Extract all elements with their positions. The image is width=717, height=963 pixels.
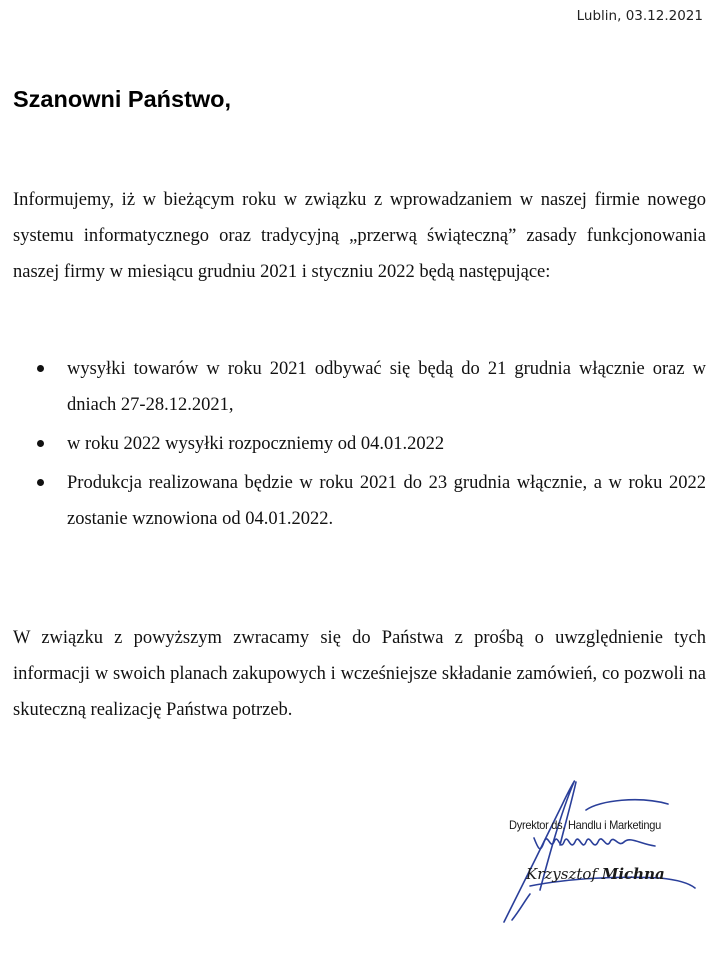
place-date: Lublin, 03.12.2021	[576, 8, 703, 24]
bullet-icon	[37, 440, 44, 447]
signatory-last-name: Michna	[601, 865, 665, 883]
bullet-icon	[37, 365, 44, 372]
list-item-text: Produkcja realizowana będzie w roku 2021 do 23 grudnia włącznie, a w roku 2022 zostanie wznowiona od 04.01.2022.	[67, 473, 706, 529]
salutation: Szanowni Państwo,	[13, 86, 232, 112]
signatory-name	[526, 865, 665, 883]
handwritten-signature	[490, 770, 710, 940]
list-item	[0, 426, 706, 462]
signatory-first-name: Krzysztof	[526, 865, 597, 883]
schedule-list	[0, 351, 706, 540]
list-item-text: wysyłki towarów w roku 2021 odbywać się będą do 21 grudnia włącznie oraz w dniach 27-28.12.2021,	[67, 359, 706, 415]
intro-paragraph: Informujemy, iż w bieżącym roku w związku z wprowadzaniem w naszej firmie nowego systemu informatycznego oraz tradycyjną „przerwą świąteczną” zasady funkcjonowania naszej firmy w miesiącu grudniu 2021 i styczniu 2022 będą następujące:	[13, 190, 706, 282]
signature-block	[490, 770, 710, 940]
list-item	[0, 465, 706, 537]
closing-paragraph: W związku z powyższym zwracamy się do Państwa z prośbą o uwzględnienie tych informacji w swoich planach zakupowych i wcześniejsze składanie zamówień, co pozwoli na skuteczną realizację Państwa potrzeb.	[13, 628, 706, 720]
list-item-text: w roku 2022 wysyłki rozpoczniemy od 04.01.2022	[67, 434, 445, 454]
signature-title-stamp: Dyrektor ds. Handlu i Marketingu	[509, 818, 661, 832]
list-item	[0, 351, 706, 423]
bullet-icon	[37, 479, 44, 486]
